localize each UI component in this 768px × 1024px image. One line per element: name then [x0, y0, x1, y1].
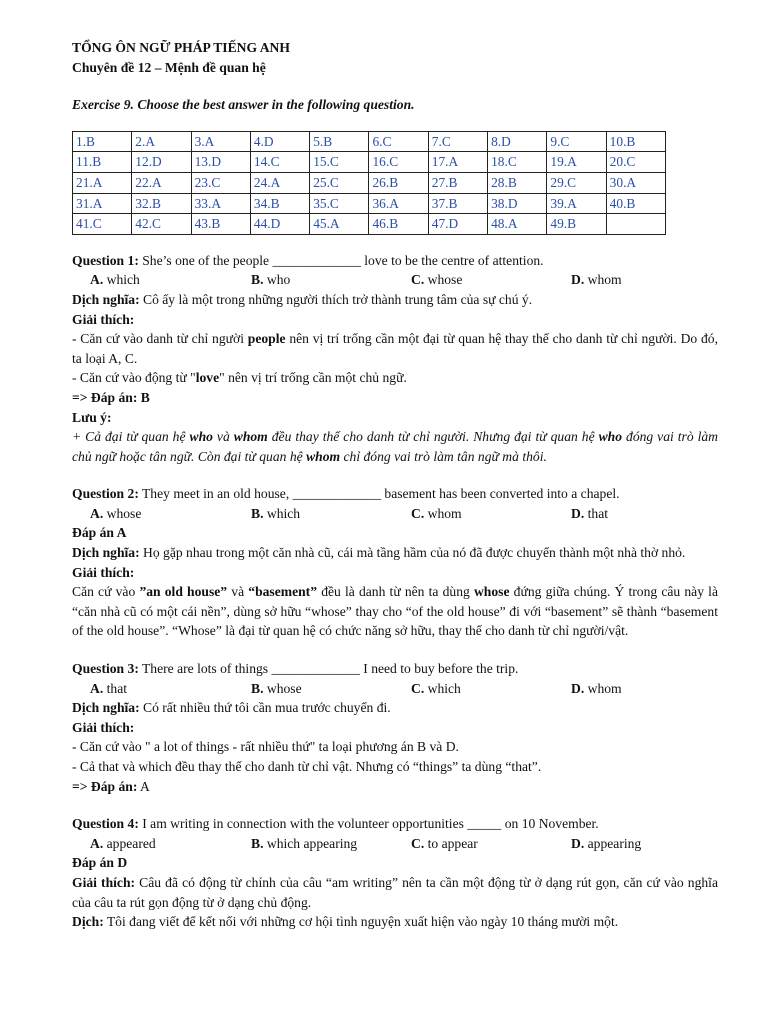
- answer-cell: 27.B: [428, 172, 487, 193]
- question-3-answer: => Đáp án: A: [72, 778, 150, 794]
- document-title: TỔNG ÔN NGỮ PHÁP TIẾNG ANH: [72, 40, 290, 55]
- answer-cell: 39.A: [547, 193, 606, 214]
- question-3-explain-label: Giải thích:: [72, 719, 135, 735]
- question-2-answer: Đáp án A: [72, 525, 127, 541]
- question-2-options: [72, 504, 718, 524]
- option-b: B. which: [251, 505, 301, 521]
- answer-cell: 32.B: [132, 193, 191, 214]
- answer-cell: 12.D: [132, 152, 191, 173]
- answer-cell: 29.C: [547, 172, 606, 193]
- answer-cell: 19.A: [547, 152, 606, 173]
- question-4-translation: Dịch: Tôi đang viết để kết nối với những cơ hội tình nguyện xuất hiện vào ngày 10 tháng mười một.: [72, 914, 619, 930]
- answer-cell: 35.C: [310, 193, 369, 214]
- question-1-label: Question 1:: [72, 252, 139, 268]
- answer-cell: 40.B: [606, 193, 665, 214]
- document-subtitle: Chuyên đề 12 – Mệnh đề quan hệ: [72, 59, 266, 75]
- option-b: B. which appearing: [251, 835, 358, 851]
- answer-cell: 44.D: [250, 214, 309, 235]
- answer-cell: 33.A: [191, 193, 250, 214]
- answer-cell: 28.B: [488, 172, 547, 193]
- option-c: C. to appear: [411, 835, 478, 851]
- question-3: [72, 659, 718, 796]
- answer-cell: 48.A: [488, 214, 547, 235]
- option-a: A. that: [90, 680, 128, 696]
- question-1-stem: [72, 251, 718, 271]
- option-d: D. that: [571, 505, 609, 521]
- question-1-blank: _____________: [272, 252, 361, 268]
- answer-cell: 21.A: [73, 172, 132, 193]
- answer-cell: 47.D: [428, 214, 487, 235]
- answer-cell: 46.B: [369, 214, 428, 235]
- question-4: [72, 814, 718, 932]
- option-a: A. whose: [90, 505, 142, 521]
- answer-cell: 31.A: [73, 193, 132, 214]
- answer-cell: 16.C: [369, 152, 428, 173]
- answer-cell: 11.B: [73, 152, 132, 173]
- answer-row: [73, 193, 666, 214]
- answer-cell: 7.C: [428, 131, 487, 152]
- option-d: D. whom: [571, 680, 622, 696]
- answer-cell: 6.C: [369, 131, 428, 152]
- option-c: C. which: [411, 680, 461, 696]
- question-2-stem: Question 2: They meet in an old house, _____________ basement has been converted into a chapel.: [72, 486, 620, 502]
- answer-cell: 43.B: [191, 214, 250, 235]
- answer-cell: 41.C: [73, 214, 132, 235]
- answer-cell: 22.A: [132, 172, 191, 193]
- answer-cell: 1.B: [73, 131, 132, 152]
- answer-cell: 34.B: [250, 193, 309, 214]
- option-b: B. whose: [251, 680, 302, 696]
- question-1-note: + Cả đại từ quan hệ who và whom đều thay thế cho danh từ chỉ người. Nhưng đại từ quan hệ who đóng vai trò làm chủ ngữ hoặc tân ngữ. Còn đại từ quan hệ whom chỉ đóng vai trò làm tân ngữ mà thôi.: [72, 429, 718, 464]
- answer-cell: 23.C: [191, 172, 250, 193]
- answer-cell: 15.C: [310, 152, 369, 173]
- answer-cell: 25.C: [310, 172, 369, 193]
- answer-row: [73, 152, 666, 173]
- question-2-translation: Dịch nghĩa: Họ gặp nhau trong một căn nhà cũ, cái mà tầng hầm của nó đã được chuyển thành một nhà thờ nhỏ.: [72, 545, 686, 561]
- question-2-explain-label: Giải thích:: [72, 564, 135, 580]
- question-3-translation: Dịch nghĩa: Có rất nhiều thứ tôi cần mua trước chuyến đi.: [72, 700, 391, 716]
- answer-row: [73, 172, 666, 193]
- answer-cell: 37.B: [428, 193, 487, 214]
- question-3-explain-1: - Căn cứ vào " a lot of things - rất nhiều thứ" ta loại phương án B và D.: [72, 739, 459, 755]
- option-a: A. which: [90, 272, 140, 288]
- answer-cell: 17.A: [428, 152, 487, 173]
- question-1-answer: => Đáp án: B: [72, 389, 150, 405]
- answer-key-table: [72, 131, 666, 235]
- answer-cell: 13.D: [191, 152, 250, 173]
- option-c: C. whom: [411, 505, 462, 521]
- answer-cell: 49.B: [547, 214, 606, 235]
- question-4-stem: Question 4: I am writing in connection with the volunteer opportunities _____ on 10 November.: [72, 816, 599, 832]
- answer-row: [73, 131, 666, 152]
- question-4-answer: Đáp án D: [72, 855, 128, 871]
- question-4-options: [72, 834, 718, 854]
- answer-row: [73, 214, 666, 235]
- option-d: D. appearing: [571, 835, 642, 851]
- answer-cell: 10.B: [606, 131, 665, 152]
- answer-cell: 3.A: [191, 131, 250, 152]
- answer-cell: 4.D: [250, 131, 309, 152]
- answer-cell: 36.A: [369, 193, 428, 214]
- question-4-explain: Giải thích: Câu đã có động từ chính của câu “am writing” nên ta cần một động từ ở dạng rút gọn, căn cứ vào nghĩa của câu ta rút gọn động từ ở dạng chủ động.: [72, 874, 718, 910]
- answer-cell: 45.A: [310, 214, 369, 235]
- answer-cell: 5.B: [310, 131, 369, 152]
- answer-cell: [606, 214, 665, 235]
- question-1-explain-label: Giải thích:: [72, 311, 135, 327]
- answer-cell: 38.D: [488, 193, 547, 214]
- exercise-heading: Exercise 9. Choose the best answer in the following question.: [72, 97, 415, 113]
- question-2-blank: _____________: [292, 486, 381, 502]
- answer-cell: 18.C: [488, 152, 547, 173]
- question-1-stem-a: She’s one of the people: [142, 252, 270, 268]
- option-a: A. appeared: [90, 835, 156, 851]
- question-1-options: [72, 270, 718, 290]
- answer-cell: 8.D: [488, 131, 547, 152]
- answer-cell: 2.A: [132, 131, 191, 152]
- question-1-explain-1: - Căn cứ vào danh từ chỉ người people nên vị trí trống cần một đại từ quan hệ thay thế cho danh từ chỉ người. Do đó, ta loại A, C.: [72, 331, 718, 366]
- question-3-blank: _____________: [271, 661, 360, 677]
- answer-cell: 24.A: [250, 172, 309, 193]
- question-2-explain: Căn cứ vào ”an old house” và “basement” đều là danh từ nên ta dùng whose đứng giữa chúng. Ý trong câu này là “căn nhà cũ có một cái nền”, dùng sở hữu “whose” thay cho “of the old house” đi với “basement” sẽ thành “basement of the old house”. “Whose” là đại từ quan hệ có chức năng sở hữu, thay thế cho danh từ chỉ người/vật.: [72, 584, 718, 639]
- question-3-stem: Question 3: There are lots of things _____________ I need to buy before the trip.: [72, 661, 519, 677]
- question-1-stem-b: love to be the centre of attention.: [364, 252, 544, 268]
- question-1-note-label: Lưu ý:: [72, 409, 112, 425]
- answer-cell: 20.C: [606, 152, 665, 173]
- question-1: [72, 251, 718, 467]
- question-3-options: [72, 679, 718, 699]
- answer-cell: 9.C: [547, 131, 606, 152]
- option-c: C. whose: [411, 272, 463, 288]
- answer-cell: 30.A: [606, 172, 665, 193]
- question-3-explain-2: - Cả that và which đều thay thế cho danh từ chỉ vật. Nhưng có “things” ta dùng “that”.: [72, 759, 542, 774]
- question-2: [72, 484, 718, 641]
- question-4-blank: _____: [467, 816, 502, 832]
- question-1-translation: Dịch nghĩa: Cô ấy là một trong những người thích trở thành trung tâm của sự chú ý.: [72, 291, 533, 307]
- option-d: D. whom: [571, 272, 622, 288]
- option-b: B. who: [251, 272, 291, 288]
- question-1-explain-2: - Căn cứ vào động từ "love" nên vị trí trống cần một chủ ngữ.: [72, 370, 407, 386]
- answer-cell: 26.B: [369, 172, 428, 193]
- answer-cell: 14.C: [250, 152, 309, 173]
- answer-cell: 42.C: [132, 214, 191, 235]
